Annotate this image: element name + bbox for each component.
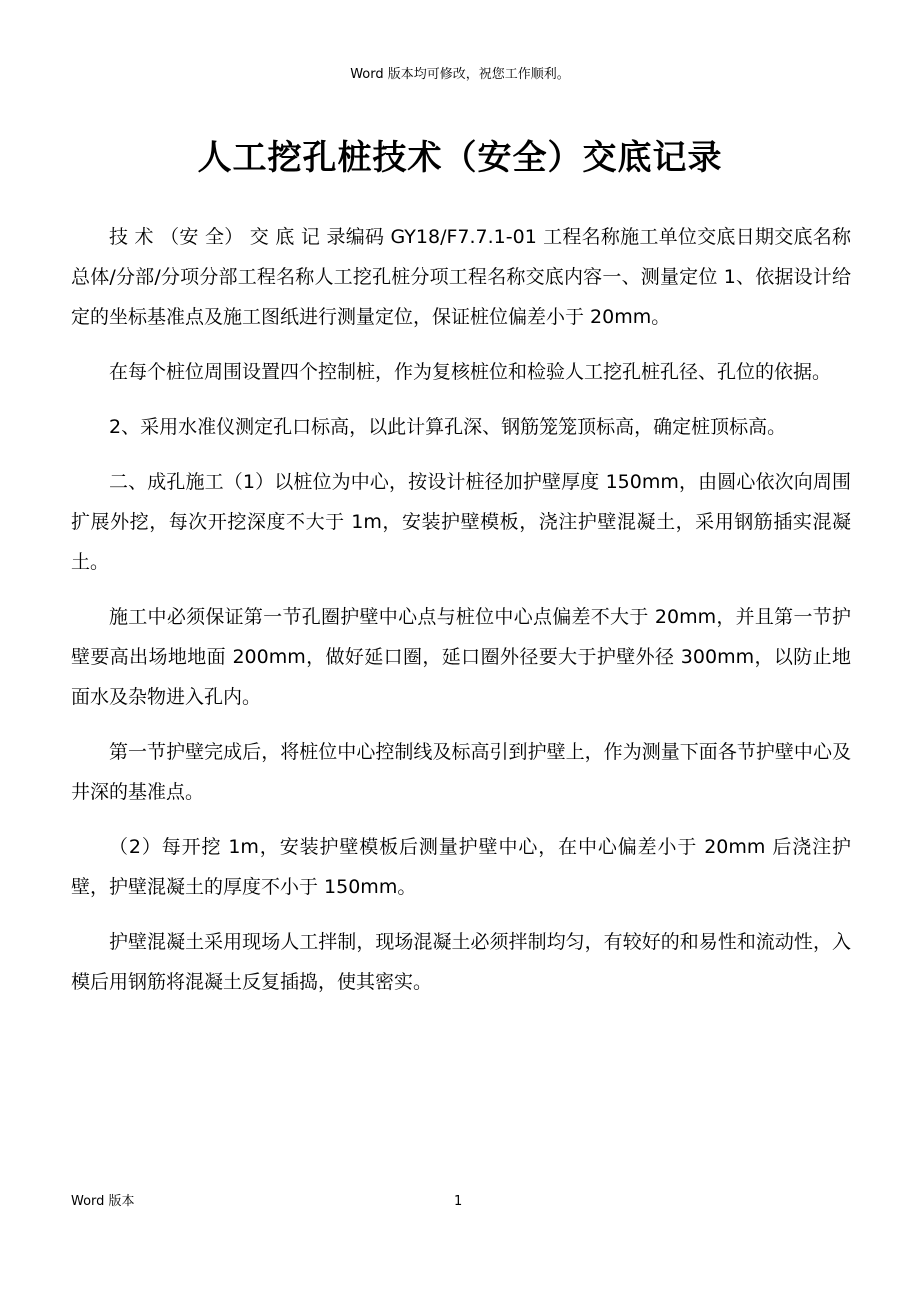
paragraph-4: 二、成孔施工（1）以桩位为中心，按设计桩径加护壁厚度 150mm，由圆心依次向周围扩展外挖，每次开挖深度不大于 1m，安装护壁模板，浇注护壁混凝土，采用钢筋插实混凝土。: [71, 471, 851, 573]
page-footer: [71, 1193, 851, 1211]
paragraph-5: 施工中必须保证第一节孔圈护壁中心点与桩位中心点偏差不大于 20mm，并且第一节护壁要高出场地地面 200mm，做好延口圈，延口圈外径要大于护壁外径 300mm，以防止地面水及杂物进入孔内。: [71, 606, 851, 708]
document-title: 人工挖孔桩技术（安全）交底记录: [197, 138, 723, 178]
paragraph-1: 技 术 （安 全） 交 底 记 录编码 GY18/F7.7.1-01 工程名称施工单位交底日期交底名称总体/分部/分项分部工程名称人工挖孔桩分项工程名称交底内容一、测量定位 1、依据设计给定的坐标基准点及施工图纸进行测量定位，保证桩位偏差小于 20mm。: [71, 226, 851, 328]
paragraph-7: （2）每开挖 1m，安装护壁模板后测量护壁中心，在中心偏差小于 20mm 后浇注护壁，护壁混凝土的厚度不小于 150mm。: [71, 836, 851, 898]
page-number: 1: [454, 1194, 463, 1209]
document-body: [71, 217, 851, 1017]
paragraph-2: 在每个桩位周围设置四个控制桩，作为复核桩位和检验人工挖孔桩孔径、孔位的依据。: [109, 361, 832, 383]
paragraph-8: 护壁混凝土采用现场人工拌制，现场混凝土必须拌制均匀，有较好的和易性和流动性，入模后用钢筋将混凝土反复插捣，使其密实。: [71, 931, 851, 993]
page-header-note: Word 版本均可修改，祝您工作顺利。: [350, 67, 570, 82]
paragraph-3: 2、采用水准仪测定孔口标高，以此计算孔深、钢筋笼笼顶标高，确定桩顶标高。: [109, 416, 787, 438]
paragraph-6: 第一节护壁完成后，将桩位中心控制线及标高引到护壁上，作为测量下面各节护壁中心及井深的基准点。: [71, 741, 851, 803]
footer-label: Word 版本: [71, 1194, 135, 1209]
